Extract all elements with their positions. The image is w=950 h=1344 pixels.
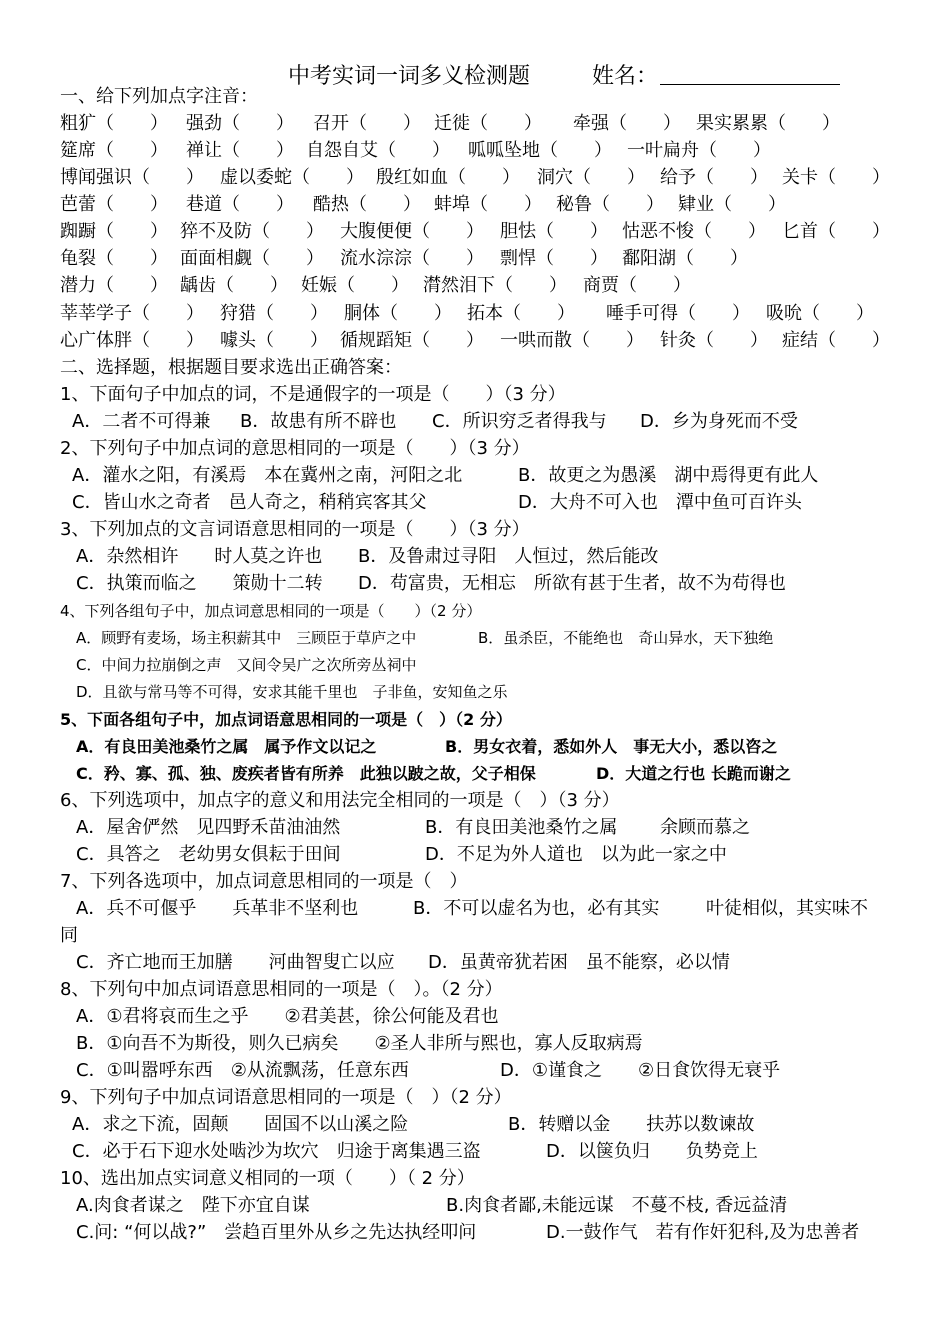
text-segment: 龟裂（ ） xyxy=(60,248,168,269)
text-segment: 秘鲁（ ） xyxy=(556,194,664,215)
text-segment: 芭蕾（ ） xyxy=(60,194,168,215)
text-segment: 踟蹰（ ） xyxy=(60,221,168,242)
text-segment: 狩猎（ ） xyxy=(220,303,328,324)
text-segment: 迁徙（ ） xyxy=(434,113,542,134)
text-segment: 巷道（ ） xyxy=(186,194,294,215)
text-segment: 循规蹈矩（ ） xyxy=(340,330,484,351)
text-segment: C．中间力拉崩倒之声 又间令吴广之次所旁丛祠中 xyxy=(76,656,417,674)
text-segment: D．苟富贵，无相忘 所欲有甚于生者，故不为苟得也 xyxy=(358,573,786,594)
text-segment: 强劲（ ） xyxy=(186,113,294,134)
text-segment: 禅让（ ） xyxy=(186,140,294,161)
text-segment: 5、下面各组句子中，加点词语意思相同的一项是（ ）（2 分） xyxy=(60,710,512,729)
text-segment: 怙恶不悛（ ） xyxy=(622,221,766,242)
text-segment: 潜力（ ） xyxy=(60,275,168,296)
text-segment: 果实累累（ ） xyxy=(696,113,840,134)
text-segment: B．故患有所不辟也 xyxy=(240,411,397,432)
name-blank[interactable] xyxy=(660,62,840,94)
text-segment: 胆怯（ ） xyxy=(500,221,608,242)
text-segment: 针灸（ ） xyxy=(660,330,768,351)
text-segment: 一哄而散（ ） xyxy=(500,330,644,351)
text-segment: 筵席（ ） xyxy=(60,140,168,161)
text-segment: B．虽杀臣，不能绝也 奇山异水，天下独绝 xyxy=(478,629,774,647)
text-segment: 殷红如血（ ） xyxy=(376,167,520,188)
text-segment: C．必于石下迎水处啮沙为坎穴 归途于离集遇三盗 xyxy=(72,1141,481,1162)
text-segment: 症结（ ） xyxy=(782,330,890,351)
text-segment: 召开（ ） xyxy=(313,113,421,134)
text-segment: D．①谨食之 ②日食饮得无衰乎 xyxy=(500,1060,781,1081)
text-segment: 一叶扁舟（ ） xyxy=(627,140,771,161)
text-segment: 虚以委蛇（ ） xyxy=(220,167,364,188)
text-segment: B.肉食者鄙,未能远谋 不蔓不枝, 香远益清 xyxy=(446,1195,788,1216)
text-segment: 莘莘学子（ ） xyxy=(60,303,204,324)
text-segment: 肄业（ ） xyxy=(678,194,786,215)
text-segment: 拓本（ ） xyxy=(467,303,575,324)
text-segment: 6、下列选项中，加点字的意义和用法完全相同的一项是（ ）（3 分） xyxy=(60,790,620,811)
text-segment: D．以箧负归 负势竞上 xyxy=(546,1141,758,1162)
text-segment: C．①叫嚣呼东西 ②从流飘荡，任意东西 xyxy=(76,1060,409,1081)
text-segment: D．大舟不可入也 潭中鱼可百许头 xyxy=(518,492,802,513)
text-segment: 8、下列句中加点词语意思相同的一项是（ ）。（2 分） xyxy=(60,979,503,1000)
text-segment: D.一鼓作气 若有作奸犯科,及为忠善者 xyxy=(546,1222,860,1243)
text-segment: 潸然泪下（ ） xyxy=(423,275,567,296)
text-segment: D．虽黄帝犹若困 虽不能察，必以情 xyxy=(428,952,730,973)
text-segment: 心广体胖（ ） xyxy=(60,330,204,351)
text-segment: 匕首（ ） xyxy=(782,221,890,242)
text-segment: 猝不及防（ ） xyxy=(180,221,324,242)
text-segment: A．①君将哀而生之乎 ②君美甚，徐公何能及君也 xyxy=(76,1006,499,1027)
text-segment: D．乡为身死而不受 xyxy=(640,411,798,432)
text-segment: C．执策而临之 策勋十二转 xyxy=(76,573,323,594)
text-segment: 鄱阳湖（ ） xyxy=(622,248,748,269)
text-segment: A．求之下流，固颠 固国不以山溪之险 xyxy=(72,1114,409,1135)
text-segment: B．有良田美池桑竹之属 xyxy=(425,817,618,838)
text-segment: C．具答之 老幼男女俱耘于田间 xyxy=(76,844,341,865)
text-segment: B．故更之为愚溪 湖中焉得更有此人 xyxy=(518,465,819,486)
text-segment: 妊娠（ ） xyxy=(301,275,409,296)
text-segment: 噱头（ ） xyxy=(220,330,328,351)
text-segment: 2、下列句子中加点词的意思相同的一项是（ ）（3 分） xyxy=(60,438,530,459)
text-segment: 4、下列各组句子中，加点词意思相同的一项是（ ）（2 分） xyxy=(60,602,482,620)
text-segment: B．及鲁肃过寻阳 人恒过，然后能改 xyxy=(358,546,659,567)
text-segment: 牵强（ ） xyxy=(573,113,681,134)
text-segment: 唾手可得（ ） xyxy=(606,303,750,324)
text-segment: 博闻强识（ ） xyxy=(60,167,204,188)
text-segment: A．屋舍俨然 见四野禾苗油油然 xyxy=(76,817,341,838)
text-segment: 给予（ ） xyxy=(660,167,768,188)
text-segment: 9、下列句子中加点词语意思相同的一项是（ ）（2 分） xyxy=(60,1087,512,1108)
text-segment: D．不足为外人道也 以为此一家之中 xyxy=(425,844,727,865)
text-segment: 10、选出加点实词意义相同的一项（ ）（ 2 分） xyxy=(60,1168,475,1189)
text-segment: A．灌水之阳，有溪焉 本在冀州之南，河阳之北 xyxy=(72,465,463,486)
text-segment: C．矜、寡、孤、独、废疾者皆有所养 此独以跛之故，父子相保 xyxy=(76,764,536,783)
text-segment: 剽悍（ ） xyxy=(500,248,608,269)
name-label: 姓名： xyxy=(592,63,659,88)
text-segment: A．兵不可偃乎 兵革非不坚利也 xyxy=(76,898,359,919)
text-segment: 3、下列加点的文言词语意思相同的一项是（ ）（3 分） xyxy=(60,519,530,540)
text-segment: 面面相觑（ ） xyxy=(180,248,324,269)
text-segment: 大腹便便（ ） xyxy=(340,221,484,242)
text-segment: 龋齿（ ） xyxy=(180,275,288,296)
text-segment: C.问: “何以战?” 尝趋百里外从乡之先达执经叩问 xyxy=(76,1222,477,1243)
text-segment: C．所识穷乏者得我与 xyxy=(432,411,607,432)
text-segment: 商贾（ ） xyxy=(583,275,691,296)
text-segment: 二、选择题，根据题目要求选出正确答案： xyxy=(60,357,402,378)
text-segment: 胴体（ ） xyxy=(344,303,452,324)
text-segment: 蚌埠（ ） xyxy=(434,194,542,215)
text-segment: A.肉食者谋之 陛下亦宜自谋 xyxy=(76,1195,310,1216)
text-segment: D．大道之行也 长跪而谢之 xyxy=(596,764,791,783)
text-segment: 自怨自艾（ ） xyxy=(306,140,450,161)
text-segment: C．皆山水之奇者 邑人奇之，稍稍宾客其父 xyxy=(72,492,427,513)
text-segment: 洞穴（ ） xyxy=(537,167,645,188)
page-title: 中考实词一词多义检测题 xyxy=(288,63,531,88)
text-segment: B．①向吾不为斯役，则久已病矣 ②圣人非所与熙也，寡人反取病焉 xyxy=(76,1033,643,1054)
text-segment: 1、下面句子中加点的词，不是通假字的一项是（ ）（3 分） xyxy=(60,384,566,405)
text-segment: B．转赠以金 扶苏以数谏故 xyxy=(508,1114,755,1135)
text-segment: 粗犷（ ） xyxy=(60,113,168,134)
text-segment: D．且欲与常马等不可得，安求其能千里也 子非鱼，安知鱼之乐 xyxy=(76,683,508,701)
text-segment: A．二者不可得兼 xyxy=(72,411,211,432)
text-segment: 余顾而慕之 xyxy=(660,817,750,838)
text-segment: 一、给下列加点字注音： xyxy=(60,86,258,107)
text-segment: 流水淙淙（ ） xyxy=(340,248,484,269)
text-segment: A．有良田美池桑竹之属 属予作文以记之 xyxy=(76,737,377,756)
text-segment: 吸吮（ ） xyxy=(766,303,874,324)
text-segment: C．齐亡地而王加膳 河曲智叟亡以应 xyxy=(76,952,395,973)
text-segment: 关卡（ ） xyxy=(782,167,890,188)
text-segment: A．杂然相许 时人莫之许也 xyxy=(76,546,323,567)
text-segment: B．不可以虚名为也，必有其实 xyxy=(413,898,660,919)
text-segment: B．男女衣着，悉如外人 事无大小，悉以咨之 xyxy=(445,737,778,756)
text-segment: 酷热（ ） xyxy=(313,194,421,215)
text-segment: 7、下列各选项中，加点词意思相同的一项是（ ） xyxy=(60,871,468,892)
text-segment: 同 xyxy=(60,925,78,946)
text-segment: 叶徒相似，其实味不 xyxy=(706,898,868,919)
text-segment: 呱呱坠地（ ） xyxy=(468,140,612,161)
text-segment: A．顾野有麦场，场主积薪其中 三顾臣于草庐之中 xyxy=(76,629,417,647)
